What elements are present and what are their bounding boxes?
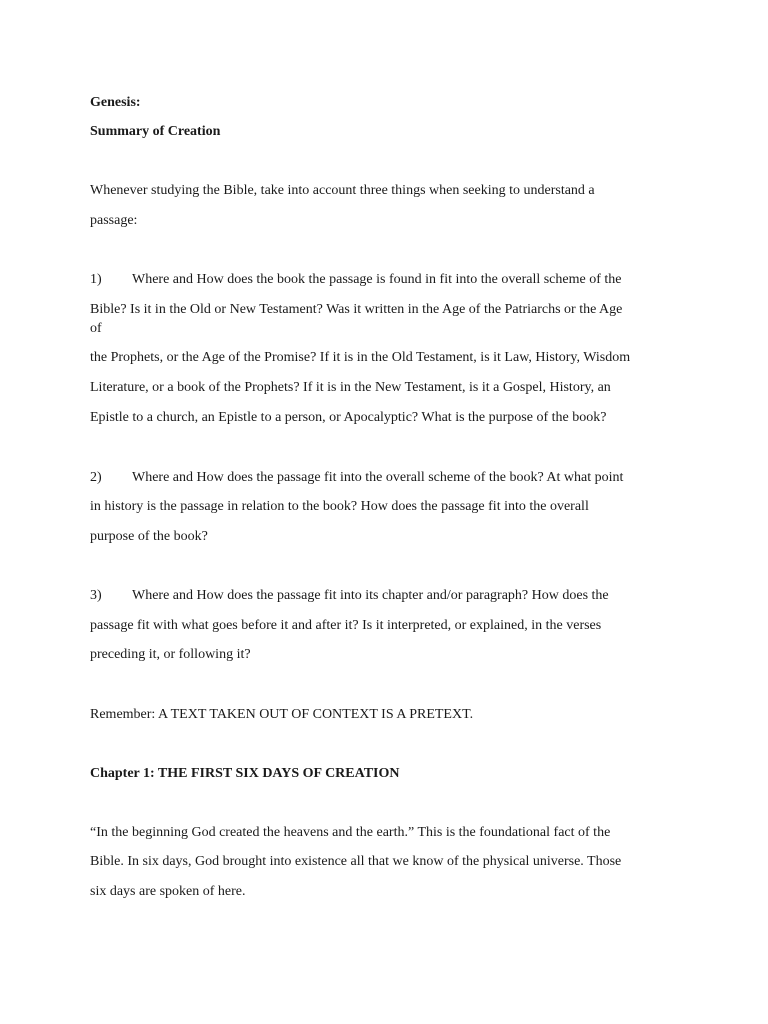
intro-line-2: passage: bbox=[90, 213, 138, 228]
point-3-line-1: Where and How does the passage fit into its chapter and/or paragraph? How does the bbox=[132, 588, 609, 603]
intro-line-1: Whenever studying the Bible, take into account three things when seeking to understand a bbox=[90, 183, 595, 198]
point-1-line-5: Literature, or a book of the Prophets? If it is in the New Testament, is it a Gospel, History, an bbox=[90, 380, 611, 395]
point-2-line-1: Where and How does the passage fit into the overall scheme of the book? At what point bbox=[132, 470, 624, 485]
document-title: Genesis: bbox=[90, 95, 141, 110]
remember-note: Remember: A TEXT TAKEN OUT OF CONTEXT IS A PRETEXT. bbox=[90, 707, 474, 722]
point-1-line-1: Where and How does the book the passage is found in fit into the overall scheme of the bbox=[132, 272, 622, 287]
point-2-line-2: in history is the passage in relation to the book? How does the passage fit into the overall bbox=[90, 499, 589, 514]
point-3-line-3: preceding it, or following it? bbox=[90, 647, 251, 662]
point-1-number: 1) bbox=[90, 272, 102, 287]
point-3-line-2: passage fit with what goes before it and after it? Is it interpreted, or explained, in the verses bbox=[90, 618, 602, 633]
point-3-first-line bbox=[90, 587, 609, 605]
point-1-line-2: Bible? Is it in the Old or New Testament? Was it written in the Age of the Patriarchs or the Age bbox=[90, 302, 623, 317]
point-2-first-line bbox=[90, 469, 623, 487]
point-1-line-6: Epistle to a church, an Epistle to a person, or Apocalyptic? What is the purpose of the book? bbox=[90, 410, 607, 425]
chapter-text-line-1: “In the beginning God created the heavens and the earth.” This is the foundational fact of the bbox=[90, 825, 611, 840]
point-1-first-line bbox=[90, 271, 621, 289]
chapter-text-line-3: six days are spoken of here. bbox=[90, 884, 246, 899]
document-subtitle: Summary of Creation bbox=[90, 124, 221, 139]
point-2-line-3: purpose of the book? bbox=[90, 529, 208, 544]
point-2-number: 2) bbox=[90, 470, 102, 485]
point-1-line-4: the Prophets, or the Age of the Promise? If it is in the Old Testament, is it Law, History, Wisdom bbox=[90, 350, 631, 365]
chapter-heading: Chapter 1: THE FIRST SIX DAYS OF CREATION bbox=[90, 766, 400, 781]
chapter-text-line-2: Bible. In six days, God brought into existence all that we know of the physical universe. Those bbox=[90, 854, 622, 869]
point-3-number: 3) bbox=[90, 588, 102, 603]
point-1-line-3: of bbox=[90, 321, 102, 336]
